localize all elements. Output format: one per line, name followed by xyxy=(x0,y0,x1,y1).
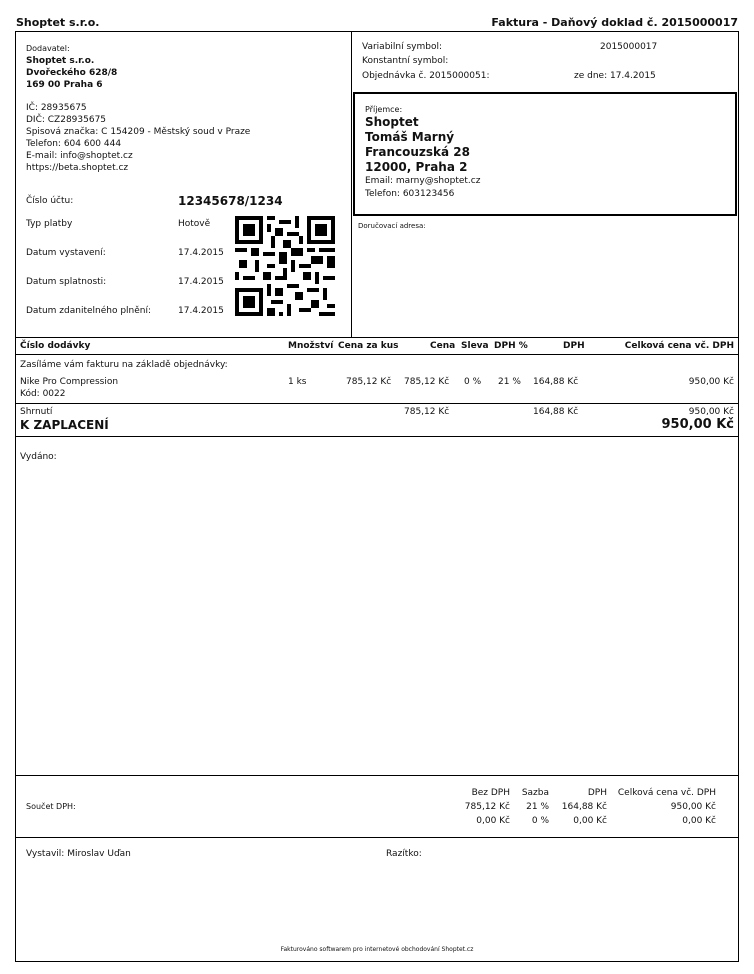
item-vat: 164,88 Kč xyxy=(533,377,579,387)
vat-col-vat: DPH xyxy=(587,788,607,798)
issued-date-value: 17.4.2015 xyxy=(178,248,224,258)
document-title: Faktura - Daňový doklad č. 2015000017 xyxy=(491,16,738,29)
supplier-name: Shoptet s.r.o. xyxy=(26,56,95,66)
due-date-value: 17.4.2015 xyxy=(178,277,224,287)
payment-type-label: Typ platby xyxy=(26,219,73,229)
vat-row-base: 0,00 Kč xyxy=(476,816,510,826)
recipient-email: Email: marny@shoptet.cz xyxy=(365,176,481,186)
issued-note: Vydáno: xyxy=(20,452,57,462)
vat-row-vat: 164,88 Kč xyxy=(561,802,607,812)
col-unit-price: Cena za kus xyxy=(338,341,399,351)
account-label: Číslo účtu: xyxy=(26,196,74,206)
item-name: Nike Pro Compression xyxy=(20,377,119,387)
col-total: Celková cena vč. DPH xyxy=(624,341,734,351)
item-discount: 0 % xyxy=(464,377,482,387)
item-vat-rate: 21 % xyxy=(498,377,521,387)
supplier-phone: Telefon: 604 600 444 xyxy=(26,139,122,149)
supplier-ico: IČ: 28935675 xyxy=(26,103,87,113)
vat-summary-top-line xyxy=(15,775,739,776)
vat-col-rate: Sazba xyxy=(521,788,549,798)
due-date-label: Datum splatnosti: xyxy=(26,277,107,287)
payment-type-value: Hotově xyxy=(178,219,211,229)
to-pay-bottom-line xyxy=(15,436,739,437)
recipient-street: Francouzská 28 xyxy=(365,145,470,159)
supplier-web: https://beta.shoptet.cz xyxy=(26,163,129,173)
to-pay-value: 950,00 Kč xyxy=(661,417,734,432)
supplier-city: 169 00 Praha 6 xyxy=(26,80,103,90)
summary-label: Shrnutí xyxy=(20,407,53,417)
variable-symbol-label: Variabilní symbol: xyxy=(362,42,443,52)
vat-row-rate: 0 % xyxy=(531,816,549,826)
vat-col-total: Celková cena vč. DPH xyxy=(617,788,716,798)
supplier-street: Dvořeckého 628/8 xyxy=(26,68,118,78)
summary-price: 785,12 Kč xyxy=(404,407,450,417)
supplier-dic: DIČ: CZ28935675 xyxy=(26,115,107,125)
summary-vat: 164,88 Kč xyxy=(533,407,579,417)
vat-row-rate: 21 % xyxy=(526,802,549,812)
col-discount: Sleva xyxy=(461,341,489,351)
delivery-address-label: Doručovací adresa: xyxy=(358,222,426,230)
recipient-name: Shoptet xyxy=(365,115,419,129)
item-unit-price: 785,12 Kč xyxy=(346,377,392,387)
item-price: 785,12 Kč xyxy=(404,377,450,387)
col-vat: DPH xyxy=(563,341,585,351)
stamp-label: Razítko: xyxy=(386,849,422,859)
vat-row-total: 950,00 Kč xyxy=(670,802,716,812)
recipient-label: Příjemce: xyxy=(365,105,403,114)
vat-summary-label: Součet DPH: xyxy=(26,802,76,811)
recipient-city: 12000, Praha 2 xyxy=(365,160,468,174)
supplier-details xyxy=(26,102,250,174)
col-price: Cena xyxy=(430,341,456,351)
table-header-line xyxy=(15,354,739,355)
taxable-date-value: 17.4.2015 xyxy=(178,306,224,316)
item-quantity: 1 ks xyxy=(288,377,307,387)
vat-col-base: Bez DPH xyxy=(471,788,510,798)
supplier-label: Dodavatel: xyxy=(26,44,70,53)
order-label: Objednávka č. 2015000051: xyxy=(362,71,490,81)
col-quantity: Množství xyxy=(288,341,334,351)
items-intro: Zasíláme vám fakturu na základě objednávky: xyxy=(20,360,228,370)
vat-row-base: 785,12 Kč xyxy=(464,802,510,812)
order-date: ze dne: 17.4.2015 xyxy=(574,71,656,81)
taxable-date-label: Datum zdanitelného plnění: xyxy=(26,306,152,316)
recipient-phone: Telefon: 603123456 xyxy=(365,189,455,199)
vat-row-total: 0,00 Kč xyxy=(682,816,716,826)
supplier-email: E-mail: info@shoptet.cz xyxy=(26,151,133,161)
variable-symbol-value: 2015000017 xyxy=(600,42,658,52)
summary-line xyxy=(15,403,739,404)
issued-date-label: Datum vystavení: xyxy=(26,248,106,258)
recipient-block xyxy=(365,104,480,201)
qr-code-icon xyxy=(235,216,335,316)
item-code: Kód: 0022 xyxy=(20,389,66,399)
item-total: 950,00 Kč xyxy=(688,377,734,387)
supplier-registry: Spisová značka: C 154209 - Městský soud v Praze xyxy=(26,127,251,137)
account-value: 12345678/1234 xyxy=(178,194,283,208)
table-top-line xyxy=(15,337,739,338)
software-note: Fakturováno softwarem pro internetové obchodování Shoptet.cz xyxy=(280,946,474,953)
col-delivery-no: Číslo dodávky xyxy=(20,341,91,351)
to-pay-label: K ZAPLACENÍ xyxy=(20,418,109,432)
company-name: Shoptet s.r.o. xyxy=(16,16,100,29)
supplier-block xyxy=(26,43,117,91)
recipient-person: Tomáš Marný xyxy=(365,130,455,144)
column-divider xyxy=(351,31,352,337)
vat-row-vat: 0,00 Kč xyxy=(573,816,607,826)
col-vat-rate: DPH % xyxy=(494,341,528,351)
issuer-name: Vystavil: Miroslav Uďan xyxy=(26,849,131,859)
constant-symbol-label: Konstantní symbol: xyxy=(362,56,449,66)
summary-total: 950,00 Kč xyxy=(688,407,734,417)
footer-top-line xyxy=(15,837,739,838)
